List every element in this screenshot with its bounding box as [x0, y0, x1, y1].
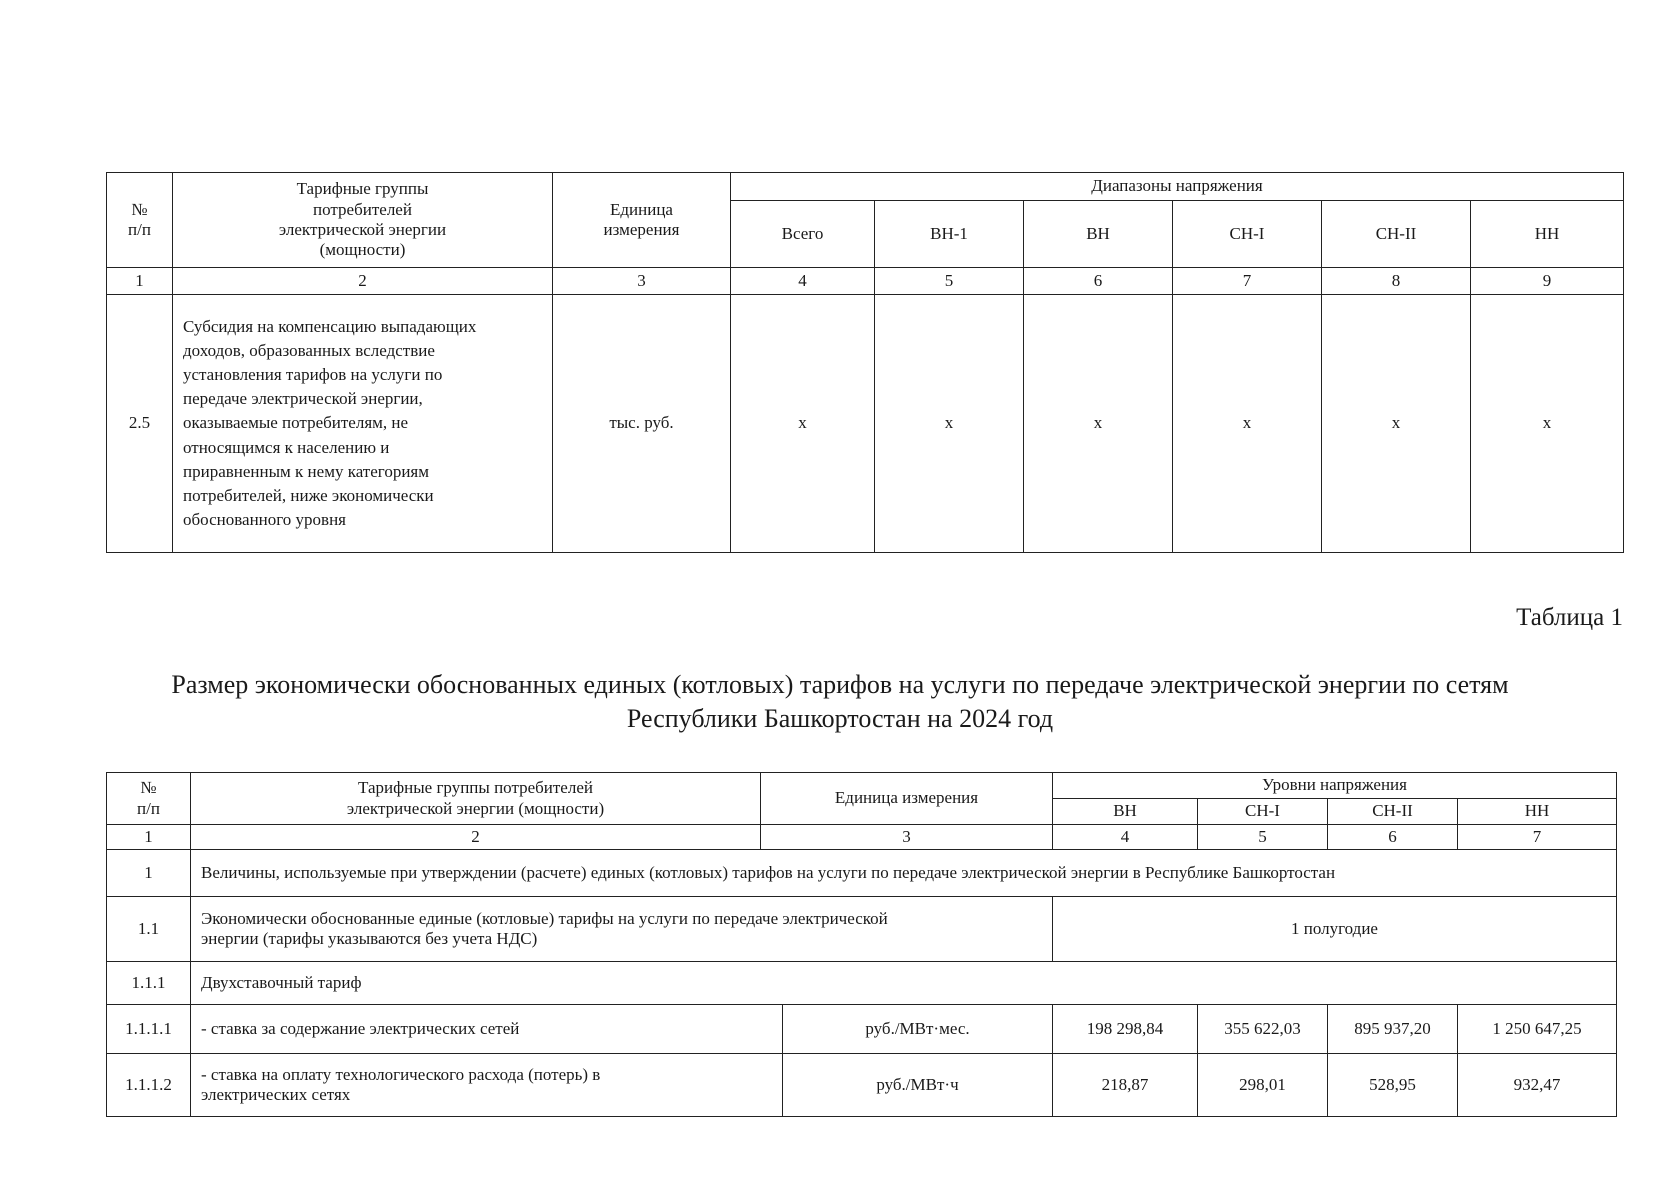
header-num: № п/п: [107, 173, 173, 268]
row-value: 355 622,03: [1198, 1005, 1328, 1054]
header-unit: Единица измерения: [761, 773, 1053, 825]
col-number: 4: [1053, 825, 1198, 850]
header-voltage-levels: Уровни напряжения: [1053, 773, 1617, 799]
row-period: 1 полугодие: [1053, 897, 1617, 962]
row-value: х: [731, 295, 875, 553]
row-value: х: [1173, 295, 1322, 553]
row-value: 528,95: [1328, 1054, 1458, 1117]
header-level-vn: ВН: [1024, 201, 1173, 268]
header-tariff-groups: Тарифные группы потребителей электрической энергии (мощности): [191, 773, 761, 825]
header-level-nn: НН: [1471, 201, 1624, 268]
header-level-sn1: СН-I: [1198, 799, 1328, 825]
col-number: 4: [731, 268, 875, 295]
header-level-sn1: СН-I: [1173, 201, 1322, 268]
row-unit: руб./МВт·мес.: [783, 1005, 1053, 1054]
col-number: 8: [1322, 268, 1471, 295]
col-number: 2: [191, 825, 761, 850]
voltage-ranges-table: [106, 172, 1624, 553]
row-description: Двухставочный тариф: [191, 962, 1617, 1005]
row-description: Величины, используемые при утверждении (расчете) единых (котловых) тарифов на услуги по передаче электрической энергии в Республике Башкортостан: [191, 850, 1617, 897]
row-description: Субсидия на компенсацию выпадающих доходов, образованных вследствие установления тарифов на услуги по передаче электрической энергии, оказываемые потребителям, не относящимся к населению и приравненным к нему категориям потребителей, ниже экономически обоснованного уровня: [173, 295, 553, 553]
row-value: х: [875, 295, 1024, 553]
col-number: 2: [173, 268, 553, 295]
col-number: 3: [553, 268, 731, 295]
col-number: 7: [1458, 825, 1617, 850]
row-value: х: [1471, 295, 1624, 553]
header-tariff-groups: Тарифные группы потребителей электрической энергии (мощности): [173, 173, 553, 268]
row-value: 298,01: [1198, 1054, 1328, 1117]
row-description: Экономически обоснованные единые (котловые) тарифы на услуги по передаче электрической энергии (тарифы указываются без учета НДС): [191, 897, 1053, 962]
col-number: 3: [761, 825, 1053, 850]
header-voltage-ranges: Диапазоны напряжения: [731, 173, 1624, 201]
col-number: 1: [107, 268, 173, 295]
row-value: 932,47: [1458, 1054, 1617, 1117]
row-value: 218,87: [1053, 1054, 1198, 1117]
col-number: 7: [1173, 268, 1322, 295]
row-value: 198 298,84: [1053, 1005, 1198, 1054]
header-num: № п/п: [107, 773, 191, 825]
header-level-vn: ВН: [1053, 799, 1198, 825]
header-level-vn1: ВН-1: [875, 201, 1024, 268]
col-number: 5: [875, 268, 1024, 295]
row-number: 1.1: [107, 897, 191, 962]
header-level-nn: НН: [1458, 799, 1617, 825]
table-row: [107, 295, 1624, 553]
col-number: 1: [107, 825, 191, 850]
tariff-table: [106, 772, 1617, 1117]
row-number: 1.1.1: [107, 962, 191, 1005]
row-number: 2.5: [107, 295, 173, 553]
row-value: 895 937,20: [1328, 1005, 1458, 1054]
row-description: - ставка на оплату технологического расхода (потерь) в электрических сетях: [191, 1054, 783, 1117]
row-unit: руб./МВт·ч: [783, 1054, 1053, 1117]
row-number: 1.1.1.2: [107, 1054, 191, 1117]
row-value: х: [1024, 295, 1173, 553]
table-caption: Таблица 1: [1516, 604, 1623, 631]
row-description: - ставка за содержание электрических сетей: [191, 1005, 783, 1054]
header-level-sn2: СН-II: [1322, 201, 1471, 268]
header-level-sn2: СН-II: [1328, 799, 1458, 825]
header-level-total: Всего: [731, 201, 875, 268]
table-row: [107, 1054, 1617, 1117]
col-number: 5: [1198, 825, 1328, 850]
header-unit: Единица измерения: [553, 173, 731, 268]
table-row: [107, 850, 1617, 897]
table-row: [107, 962, 1617, 1005]
table-row: [107, 897, 1617, 962]
row-unit: тыс. руб.: [553, 295, 731, 553]
row-number: 1: [107, 850, 191, 897]
col-number: 9: [1471, 268, 1624, 295]
col-number: 6: [1328, 825, 1458, 850]
table-row: [107, 1005, 1617, 1054]
row-number: 1.1.1.1: [107, 1005, 191, 1054]
row-value: 1 250 647,25: [1458, 1005, 1617, 1054]
col-number: 6: [1024, 268, 1173, 295]
document-title: Размер экономически обоснованных единых (котловых) тарифов на услуги по передаче электрической энергии по сетям Республики Башкортостан на 2024 год: [171, 670, 1509, 733]
row-value: х: [1322, 295, 1471, 553]
